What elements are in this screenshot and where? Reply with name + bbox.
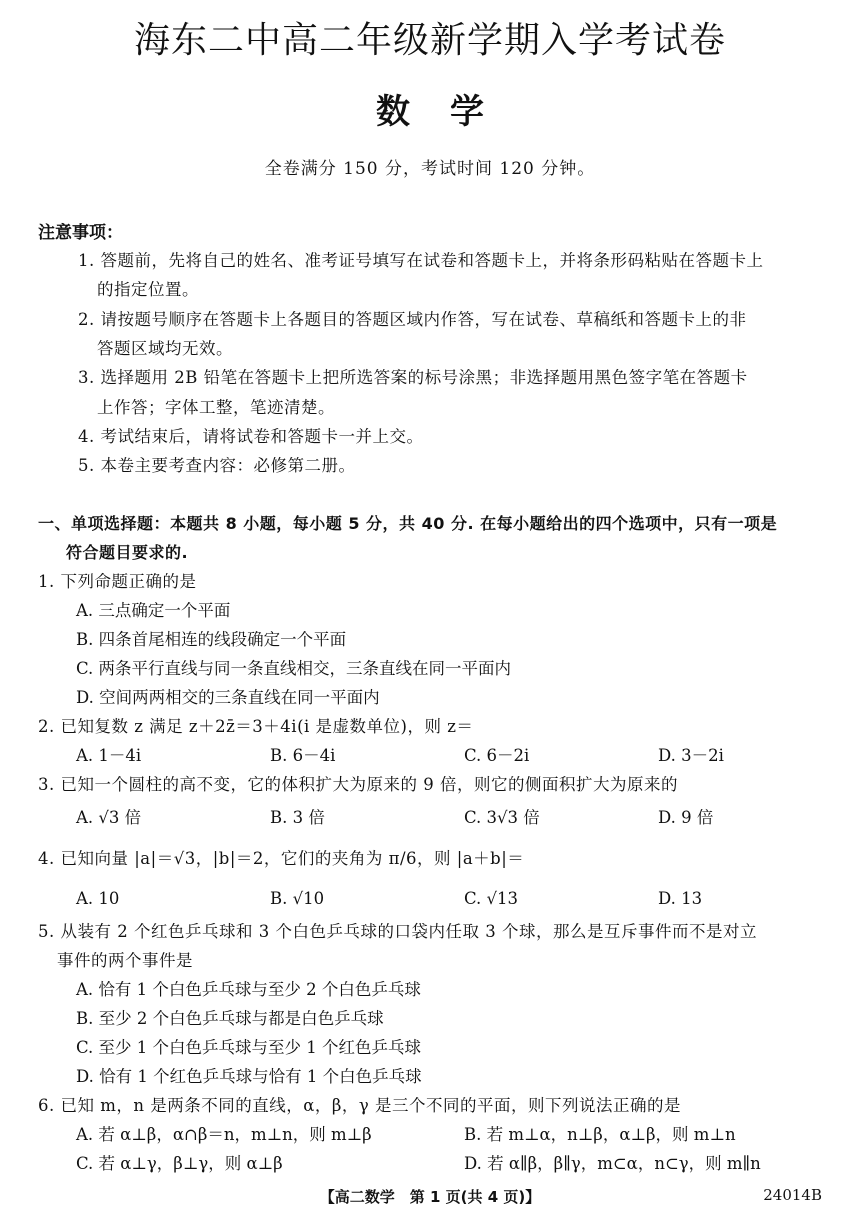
question-4-option-d: D. 13 [658, 889, 703, 908]
question-1-stem: 1. 下列命题正确的是 [38, 572, 197, 591]
note-line: 答题区域均无效。 [97, 339, 233, 358]
exam-info: 全卷满分 150 分，考试时间 120 分钟。 [264, 159, 596, 179]
exam-title: 海东二中高二年级新学期入学考试卷 [133, 20, 726, 61]
page-footer: 【高二数学 第 1 页(共 4 页)】 [319, 1188, 541, 1206]
question-3-option-a: A. √3 倍 [76, 808, 142, 827]
question-5-option-d: D. 恰有 1 个红色乒乓球与恰有 1 个白色乒乓球 [76, 1067, 422, 1086]
note-line: 5. 本卷主要考查内容：必修第二册。 [78, 456, 356, 475]
question-4-option-c: C. √13 [464, 889, 519, 908]
question-1-option-b: B. 四条首尾相连的线段确定一个平面 [76, 630, 347, 649]
question-6-option-b: B. 若 m⊥α，n⊥β，α⊥β，则 m⊥n [464, 1125, 736, 1144]
question-3-option-d: D. 9 倍 [658, 808, 714, 827]
question-6-stem: 6. 已知 m，n 是两条不同的直线，α，β，γ 是三个不同的平面，则下列说法正确的是 [38, 1096, 682, 1115]
exam-code: 24014B [763, 1186, 822, 1204]
question-5-stem-cont: 事件的两个事件是 [57, 951, 193, 970]
question-3-stem: 3. 已知一个圆柱的高不变，它的体积扩大为原来的 9 倍，则它的侧面积扩大为原来的 [38, 775, 678, 794]
question-2-option-c: C. 6－2i [464, 746, 530, 765]
question-3-option-b: B. 3 倍 [270, 808, 325, 827]
question-4-option-b: B. √10 [270, 889, 325, 908]
question-5-option-b: B. 至少 2 个白色乒乓球与都是白色乒乓球 [76, 1009, 384, 1028]
section-heading: 一、单项选择题：本题共 8 小题，每小题 5 分，共 40 分. 在每小题给出的四个选项中，只有一项是 [38, 514, 778, 533]
question-5-option-a: A. 恰有 1 个白色乒乓球与至少 2 个白色乒乓球 [76, 980, 421, 999]
question-3-option-c: C. 3√3 倍 [464, 808, 540, 827]
question-1-option-c: C. 两条平行直线与同一条直线相交，三条直线在同一平面内 [76, 659, 512, 678]
question-6-option-c: C. 若 α⊥γ，β⊥γ，则 α⊥β [76, 1154, 283, 1173]
note-line: 2. 请按题号顺序在答题卡上各题目的答题区域内作答，写在试卷、草稿纸和答题卡上的非 [78, 310, 747, 329]
question-2-option-b: B. 6－4i [270, 746, 336, 765]
subject-title: 数学 [376, 92, 524, 132]
note-line: 1. 答题前，先将自己的姓名、准考证号填写在试卷和答题卡上，并将条形码粘贴在答题卡上 [78, 251, 764, 270]
notes-heading: 注意事项： [38, 223, 123, 243]
question-4-option-a: A. 10 [76, 889, 120, 908]
section-heading-cont: 符合题目要求的. [66, 543, 189, 562]
question-5-option-c: C. 至少 1 个白色乒乓球与至少 1 个红色乒乓球 [76, 1038, 422, 1057]
note-line: 的指定位置。 [97, 280, 199, 299]
note-line: 上作答；字体工整，笔迹清楚。 [97, 398, 335, 417]
question-6-option-a: A. 若 α⊥β，α∩β＝n，m⊥n，则 m⊥β [76, 1125, 372, 1144]
question-2-option-d: D. 3－2i [658, 746, 724, 765]
question-4-stem: 4. 已知向量 |a|＝√3，|b|＝2，它们的夹角为 π/6，则 |a＋b|＝ [38, 849, 525, 868]
question-2-stem: 2. 已知复数 z 满足 z＋2z̄＝3＋4i(i 是虚数单位)，则 z＝ [38, 717, 474, 736]
question-6-option-d: D. 若 α∥β，β∥γ，m⊂α，n⊂γ，则 m∥n [464, 1154, 761, 1173]
question-2-option-a: A. 1－4i [76, 746, 142, 765]
note-line: 4. 考试结束后，请将试卷和答题卡一并上交。 [78, 427, 424, 446]
question-1-option-d: D. 空间两两相交的三条直线在同一平面内 [76, 688, 380, 707]
note-line: 3. 选择题用 2B 铅笔在答题卡上把所选答案的标号涂黑；非选择题用黑色签字笔在答题卡 [78, 368, 748, 387]
question-5-stem: 5. 从装有 2 个红色乒乓球和 3 个白色乒乓球的口袋内任取 3 个球，那么是互斥事件而不是对立 [38, 922, 757, 941]
question-1-option-a: A. 三点确定一个平面 [76, 601, 231, 620]
